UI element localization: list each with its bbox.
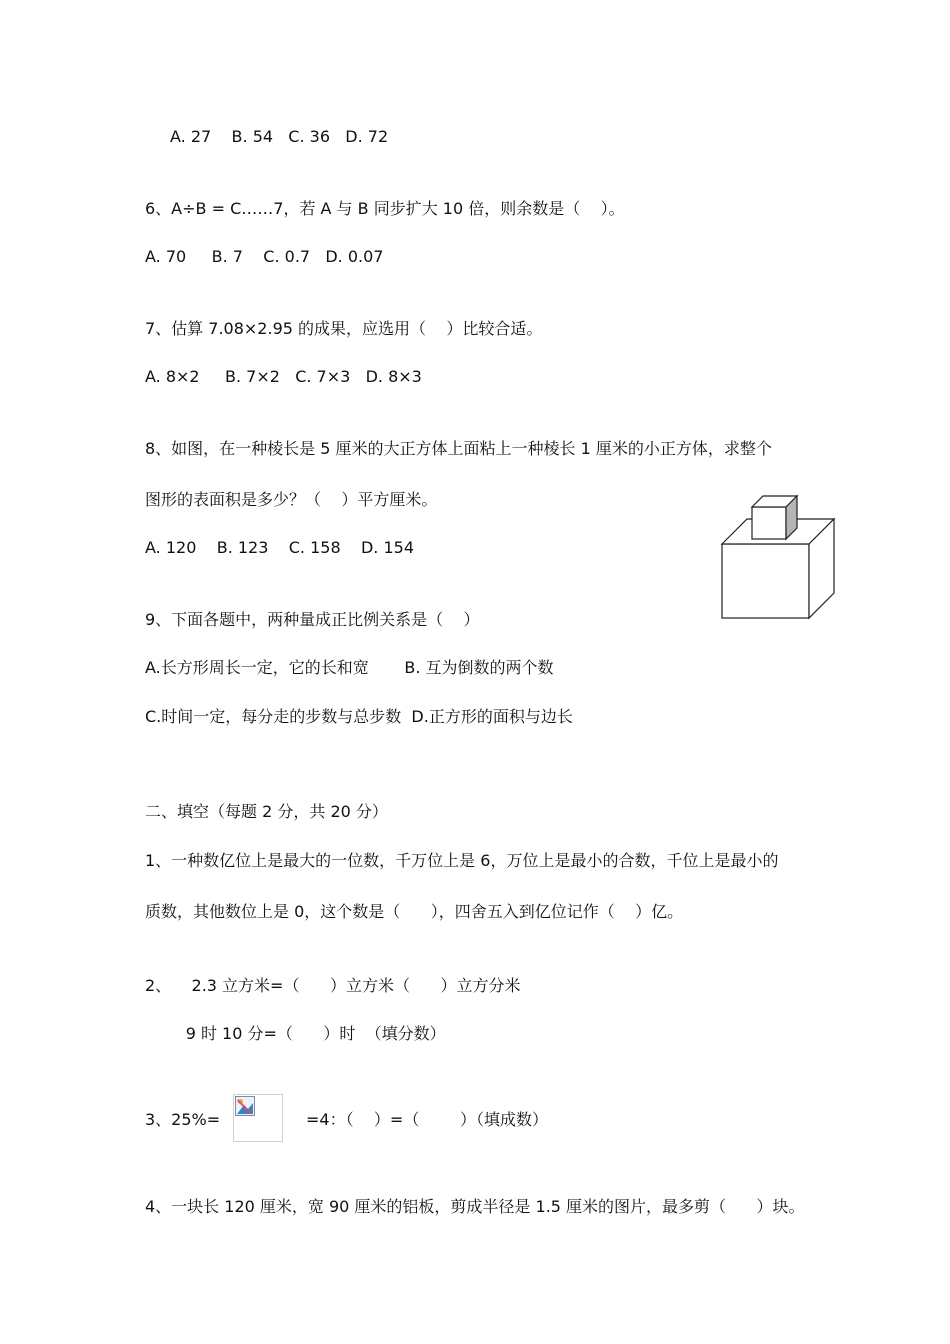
broken-image-icon xyxy=(235,1096,255,1116)
q8-text-line2: 图形的表面积是多少？（ ）平方厘米。 xyxy=(145,490,438,509)
broken-image-placeholder xyxy=(233,1094,283,1142)
small-cube-front xyxy=(752,507,786,539)
q7-text: 7、估算 7.08×2.95 的成果，应选用（ ）比较合适。 xyxy=(145,319,543,338)
stacked-cubes-figure xyxy=(718,492,838,622)
fill-q2-line1: 2、 2.3 立方米=（ ）立方米（ ）立方分米 xyxy=(145,976,521,995)
fill-q2-line2: 9 时 10 分=（ ）时 （填分数） xyxy=(145,1024,446,1043)
q8-options: A. 120 B. 123 C. 158 D. 154 xyxy=(145,538,415,557)
q6-options: A. 70 B. 7 C. 0.7 D. 0.07 xyxy=(145,247,384,266)
fill-q3-prefix: 3、25%= xyxy=(145,1110,221,1129)
q6-text: 6、A÷B = C……7，若 A 与 B 同步扩大 10 倍，则余数是（ ）。 xyxy=(145,199,625,218)
fill-q1-line2: 质数，其他数位上是 0，这个数是（ ），四舍五入到亿位记作（ ）亿。 xyxy=(145,902,684,921)
q9-text: 9、下面各题中，两种量成正比例关系是（ ） xyxy=(145,610,480,629)
q8-text-line1: 8、如图，在一种棱长是 5 厘米的大正方体上面粘上一种棱长 1 厘米的小正方体，求整个 xyxy=(145,439,772,458)
q7-options: A. 8×2 B. 7×2 C. 7×3 D. 8×3 xyxy=(145,367,422,386)
section-two-heading: 二、填空（每题 2 分，共 20 分） xyxy=(145,802,388,821)
fill-q4-text: 4、一块长 120 厘米，宽 90 厘米的铝板，剪成半径是 1.5 厘米的图片，最多剪（ ）块。 xyxy=(145,1197,805,1216)
q5-options: A. 27 B. 54 C. 36 D. 72 xyxy=(170,127,389,146)
big-cube-front xyxy=(722,544,809,618)
q9-options-ab: A.长方形周长一定，它的长和宽 B. 互为倒数的两个数 xyxy=(145,658,554,677)
fill-q1-line1: 1、一种数亿位上是最大的一位数，千万位上是 6，万位上是最小的合数，千位上是最小的 xyxy=(145,851,779,870)
fill-q3-suffix: =4：（ ）=（ ）（填成数） xyxy=(306,1110,549,1129)
q9-options-cd: C.时间一定，每分走的步数与总步数 D.正方形的面积与边长 xyxy=(145,707,573,726)
